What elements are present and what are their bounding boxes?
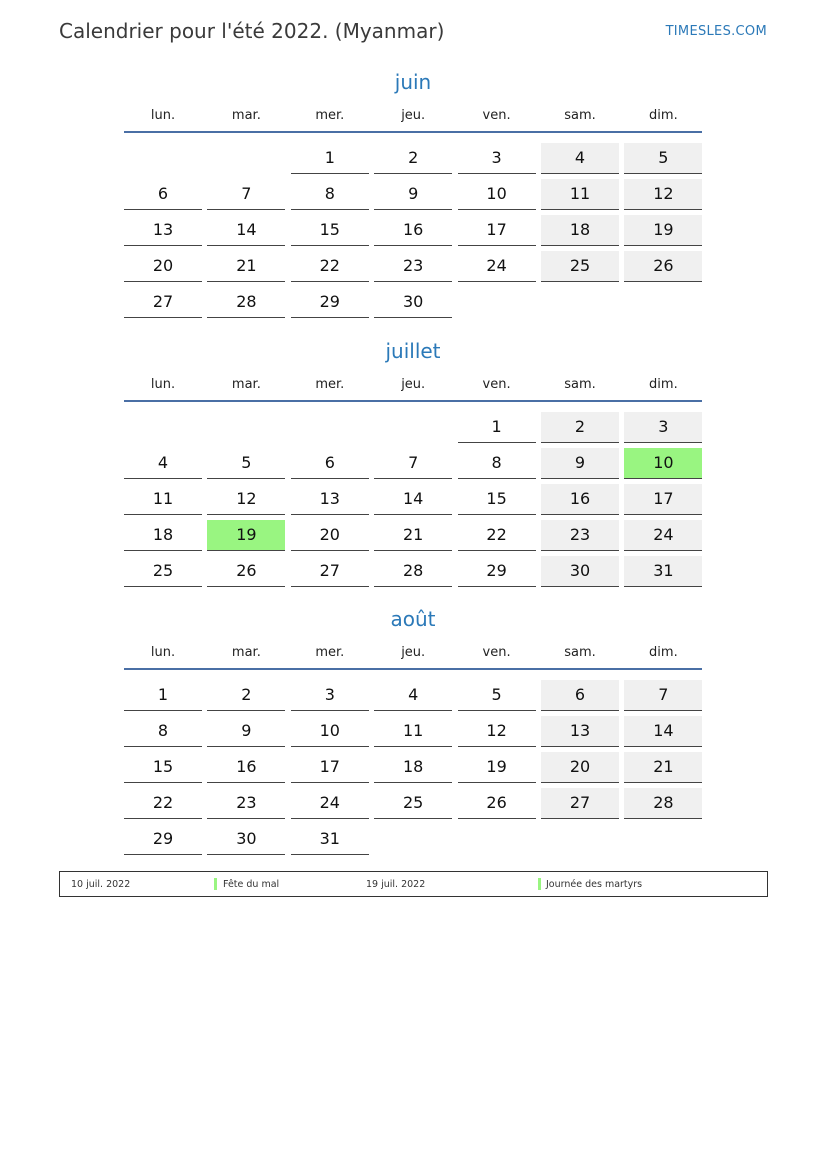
day-cell: 31 [624,556,702,587]
day-cell: 3 [624,412,702,443]
day-cell: 12 [458,716,536,747]
holiday-color-marker [214,878,217,890]
day-cell: 11 [541,179,619,210]
weekday-header: ven. [482,377,511,392]
weekday-header: sam. [564,645,596,660]
holiday-day-cell: 19 [207,520,285,551]
day-cell: 17 [624,484,702,515]
day-cell: 3 [458,143,536,174]
day-cell: 27 [291,556,369,587]
month-name: août [390,607,436,631]
weekday-header: ven. [482,108,511,123]
day-cell: 16 [374,215,452,246]
weekday-header: lun. [150,377,176,392]
day-cell: 7 [624,680,702,711]
day-cell: 12 [207,484,285,515]
weekday-header: jeu. [401,108,426,123]
day-cell: 15 [458,484,536,515]
weekday-header: mer. [315,377,345,392]
day-cell: 22 [124,788,202,819]
day-cell: 25 [124,556,202,587]
holiday-day-cell: 10 [624,448,702,479]
legend-date: 10 juil. 2022 [71,879,131,890]
day-cell: 5 [458,680,536,711]
day-cell: 26 [458,788,536,819]
weekday-header: mer. [315,108,345,123]
weekday-header: jeu. [401,377,426,392]
day-cell: 14 [207,215,285,246]
day-cell: 24 [624,520,702,551]
day-cell: 13 [124,215,202,246]
weekday-header: lun. [150,108,176,123]
day-cell: 2 [207,680,285,711]
day-cell: 20 [124,251,202,282]
weekday-header: dim. [649,108,678,123]
weekday-header: mar. [231,108,261,123]
weekday-header: mer. [315,645,345,660]
day-cell: 29 [458,556,536,587]
day-cell: 13 [291,484,369,515]
day-cell: 31 [291,824,369,855]
day-cell: 25 [541,251,619,282]
day-cell: 28 [374,556,452,587]
day-cell: 18 [541,215,619,246]
weekday-header: sam. [564,377,596,392]
header-rule [124,400,702,402]
day-cell: 10 [291,716,369,747]
day-cell: 7 [374,448,452,479]
header-rule [124,668,702,670]
day-cell: 22 [291,251,369,282]
day-cell: 12 [624,179,702,210]
day-cell: 4 [374,680,452,711]
day-cell: 1 [291,143,369,174]
day-cell: 27 [124,287,202,318]
day-cell: 5 [624,143,702,174]
weekday-header: ven. [482,645,511,660]
day-cell: 25 [374,788,452,819]
day-cell: 29 [124,824,202,855]
day-cell: 14 [374,484,452,515]
day-cell: 17 [458,215,536,246]
day-cell: 6 [291,448,369,479]
day-cell: 23 [374,251,452,282]
day-cell: 16 [207,752,285,783]
day-cell: 11 [124,484,202,515]
day-cell: 21 [207,251,285,282]
month-name: juin [394,70,432,94]
day-cell: 23 [207,788,285,819]
day-cell: 27 [541,788,619,819]
day-cell: 24 [291,788,369,819]
day-cell: 24 [458,251,536,282]
day-cell: 5 [207,448,285,479]
day-cell: 10 [458,179,536,210]
day-cell: 11 [374,716,452,747]
day-cell: 6 [541,680,619,711]
day-cell: 8 [124,716,202,747]
day-cell: 9 [541,448,619,479]
day-cell: 21 [624,752,702,783]
day-cell: 3 [291,680,369,711]
day-cell: 15 [291,215,369,246]
day-cell: 9 [374,179,452,210]
day-cell: 18 [124,520,202,551]
day-cell: 1 [458,412,536,443]
day-cell: 2 [541,412,619,443]
day-cell: 14 [624,716,702,747]
day-cell: 22 [458,520,536,551]
day-cell: 26 [207,556,285,587]
legend-holiday-name: Journée des martyrs [546,879,643,890]
day-cell: 2 [374,143,452,174]
holiday-color-marker [538,878,541,890]
weekday-header: mar. [231,645,261,660]
day-cell: 20 [291,520,369,551]
day-cell: 21 [374,520,452,551]
brand-link[interactable]: TIMESLES.COM [665,24,767,39]
day-cell: 16 [541,484,619,515]
weekday-header: dim. [649,377,678,392]
day-cell: 30 [541,556,619,587]
day-cell: 26 [624,251,702,282]
day-cell: 28 [624,788,702,819]
page-title: Calendrier pour l'été 2022. (Myanmar) [59,19,445,43]
holiday-legend [59,871,768,897]
legend-holiday-name: Fête du mal [223,879,280,890]
weekday-header: lun. [150,645,176,660]
day-cell: 18 [374,752,452,783]
day-cell: 8 [458,448,536,479]
day-cell: 19 [624,215,702,246]
day-cell: 7 [207,179,285,210]
day-cell: 28 [207,287,285,318]
day-cell: 9 [207,716,285,747]
weekday-header: mar. [231,377,261,392]
day-cell: 4 [541,143,619,174]
day-cell: 23 [541,520,619,551]
header-rule [124,131,702,133]
day-cell: 29 [291,287,369,318]
day-cell: 6 [124,179,202,210]
weekday-header: sam. [564,108,596,123]
day-cell: 20 [541,752,619,783]
weekday-header: jeu. [401,645,426,660]
day-cell: 13 [541,716,619,747]
legend-date: 19 juil. 2022 [366,879,426,890]
day-cell: 30 [207,824,285,855]
day-cell: 30 [374,287,452,318]
day-cell: 15 [124,752,202,783]
day-cell: 1 [124,680,202,711]
day-cell: 8 [291,179,369,210]
month-name: juillet [385,339,441,363]
weekday-header: dim. [649,645,678,660]
day-cell: 19 [458,752,536,783]
day-cell: 17 [291,752,369,783]
day-cell: 4 [124,448,202,479]
